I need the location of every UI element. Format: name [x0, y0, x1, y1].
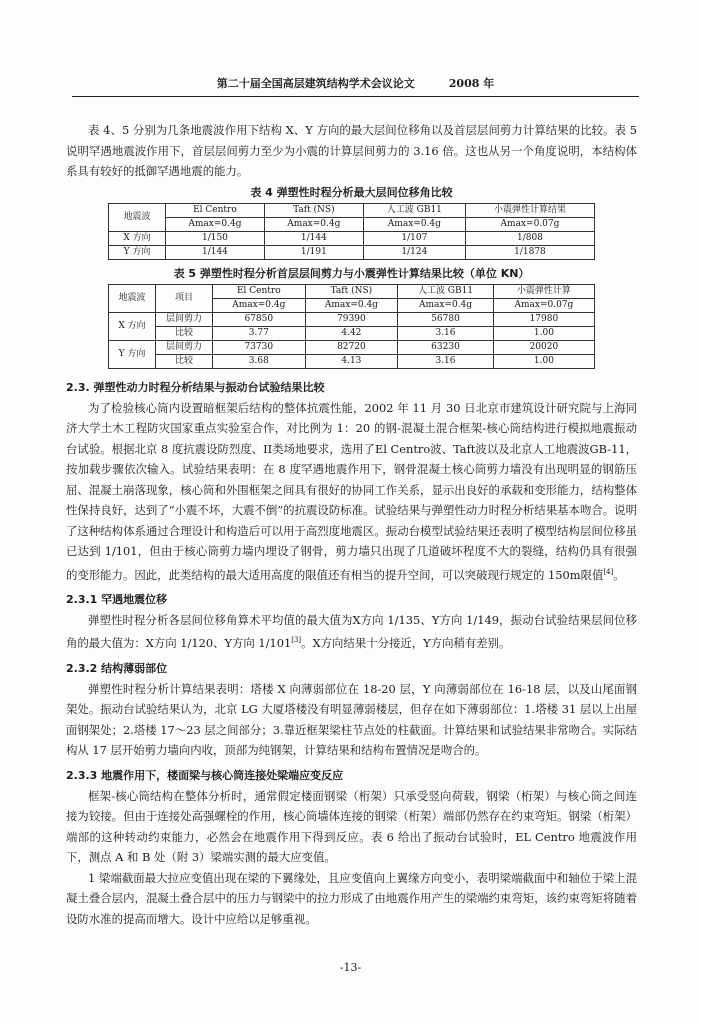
- header-year: 2008 年: [448, 77, 495, 90]
- table4-subheader: Amax=0.4g: [264, 217, 363, 231]
- section-2-3-1-text-a: 弹塑性时程分析各层间位移角算术平均值的最大值为X方向 1/135、Y方向 1/149，振动台试验结果层间位移角的最大值为：X方向 1/120、Y方向 1/101: [66, 612, 637, 651]
- table5-caption: 表 5 弹塑性时程分析首层层间剪力与小震弹性计算结果比较（单位 KN）: [173, 266, 530, 280]
- table-cell: 79390: [305, 312, 398, 326]
- table5-header: El Centro: [213, 284, 306, 298]
- table-cell: 3.77: [213, 326, 306, 340]
- section-2-3-3-paragraph-1: 框架-核心筒结构在整体分析时，通常假定楼面钢梁（桁架）只承受竖向荷载，钢梁（桁架）与核心筒之间连接为铰接。但由于连接处高强螺栓的作用，核心筒墙体连接的钢梁（桁架）端部仍然存在约束弯矩。钢梁（桁架）端部的这种转动约束能力，必然会在地震作用下得到反应。表 6 给出了振动台试验时，EL Centro 地震波作用下，测点 A 和 B 处（附 3）梁端实测的最大应变值。: [66, 788, 637, 865]
- table-cell: 3.68: [213, 354, 306, 368]
- table4-subheader: Amax=0.07g: [465, 217, 594, 231]
- table-cell: 56780: [398, 312, 494, 326]
- table-row: [109, 354, 595, 368]
- table4: [108, 203, 595, 260]
- table-cell: 3.16: [398, 326, 494, 340]
- section-heading-2-3: 2.3. 弹塑性动力时程分析结果与振动台试验结果比较: [66, 380, 325, 394]
- table-cell: 1/191: [264, 245, 363, 259]
- section-2-3-1-paragraph: [66, 610, 637, 654]
- table-cell: 1/808: [465, 231, 594, 245]
- group-label: Y 方向: [109, 340, 156, 368]
- section-2-3-paragraph: [66, 398, 637, 585]
- section-heading-2-3-2: 2.3.2 结构薄弱部位: [66, 661, 168, 675]
- table4-header: 人工波 GB11: [363, 203, 465, 217]
- table-cell: 4.42: [305, 326, 398, 340]
- table-cell: 1.00: [493, 354, 594, 368]
- table-cell: 1/144: [166, 245, 265, 259]
- table-cell: 20020: [493, 340, 594, 354]
- page-content: [66, 120, 637, 929]
- table4-corner: 地震波: [109, 203, 166, 231]
- intro-paragraph: 表 4、5 分别为几条地震波作用下结构 X、Y 方向的最大层间位移角以及首层层间剪力计算结果的比较。表 5 说明罕遇地震波作用下，首层层间剪力至少为小震的计算层间剪力的 3.16 倍。这也从另一个角度说明，本结构体系具有较好的抵御罕遇地震的能力。: [66, 123, 637, 178]
- table-cell: 4.13: [305, 354, 398, 368]
- table4-caption: 表 4 弹塑性时程分析最大层间位移角比较: [250, 185, 453, 199]
- table-row: [109, 326, 595, 340]
- table5-header: 小震弹性计算: [493, 284, 594, 298]
- row-label: X 方向: [109, 231, 166, 245]
- table-row: [109, 231, 595, 245]
- table-cell: 73730: [213, 340, 306, 354]
- table-row: [109, 245, 595, 259]
- table-cell: 3.16: [398, 354, 494, 368]
- table-cell: 1/107: [363, 231, 465, 245]
- header-title: 第二十届全国高层建筑结构学术会议论文: [216, 77, 415, 90]
- section-heading-2-3-3: 2.3.3 地震作用下，楼面梁与核心筒连接处梁端应变反应: [66, 768, 344, 782]
- section-2-3-3-paragraph-2: 1 梁端截面最大拉应变值出现在梁的下翼缘处，且应变值向上翼缘方向变小，表明梁端截面中和轴位于梁上混凝土叠合层内，混凝土叠合层中的压力与钢梁中的拉力形成了由地震作用产生的梁端约束弯矩，该约束弯矩将随着设防水准的提高而增大。设计中应给以足够重视。: [66, 870, 637, 926]
- row-item: 比较: [156, 354, 213, 368]
- table5-subheader: Amax=0.4g: [305, 298, 398, 312]
- row-item: 层间剪力: [156, 340, 213, 354]
- table-row: [109, 340, 595, 354]
- section-2-3-1-text-b: 。X方向结果十分接近，Y方向稍有差别。: [301, 636, 511, 651]
- table-cell: 1/1878: [465, 245, 594, 259]
- section-heading-2-3-1: 2.3.1 罕遇地震位移: [66, 592, 168, 606]
- group-label: X 方向: [109, 312, 156, 340]
- section-2-3-text: 为了检验核心筒内设置暗框架后结构的整体抗震性能，2002 年 11 月 30 日北京市建筑设计研究院与上海同济大学土木工程防灾国家重点实验室合作，对比例为 1：20 的钢-混凝土混合框架-核心筒结构进行模拟地震振动台试验。根据北京 8 度抗震设防烈度、II类场地要求，选用了El Centro波、Taft波以及北京人工地震波GB-11，按加载步骤依次输入。试验结果表明：在 8 度罕遇地震作用下，钢骨混凝土核心筒剪力墙没有出现明显的钢筋压屈、混凝土崩落现象，核心筒和外围框架之间具有很好的协同工作关系，显示出良好的承载和变形能力，结构整体性保持良好，达到了“小震不坏，大震不倒”的抗震设防标准。试验结果与弹塑性动力时程分析结果基本吻合。说明了这种结构体系通过合理设计和构造后可以用于高烈度地震区。振动台模型试验结果还表明了模型结构层间位移虽已达到 1/101，但由于核心筒剪力墙内埋设了钢骨，剪力墙只出现了几道破坏程度不大的裂缝，结构仍具有很强的变形能力。因此，此类结构的最大适用高度的限值还有相当的提升空间，可以突破现行规定的 150m限值: [66, 400, 637, 582]
- table5-col1-header: 地震波: [109, 284, 156, 312]
- section-2-3-tail: 。: [613, 567, 625, 582]
- page-number: -13-: [339, 961, 362, 974]
- table4-header: Taft (NS): [264, 203, 363, 217]
- running-header: [72, 74, 639, 97]
- table4-header: El Centro: [166, 203, 265, 217]
- table4-header: 小震弹性计算结果: [465, 203, 594, 217]
- table5-col2-header: 项目: [156, 284, 213, 312]
- row-item: 比较: [156, 326, 213, 340]
- section-2-3-2-paragraph: 弹塑性时程分析计算结果表明：塔楼 X 向薄弱部位在 18-20 层，Y 向薄弱部位在 16-18 层，以及山尾面钢架处。振动台试验结果认为，北京 LG 大厦塔楼没有明显薄弱楼层，但存在如下薄弱部位：1.塔楼 31 层以上出屋面钢架处；2.塔楼 17～23 层之间部分；3.靠近框架梁柱节点处的柱截面。计算结果和试验结果非常吻合。实际结构从 17 层开始剪力墙向内收，顶部为纯钢架，计算结果和结构布置情况是吻合的。: [66, 681, 637, 758]
- table-cell: 1/150: [166, 231, 265, 245]
- table-row: [109, 312, 595, 326]
- citation-ref: [3]: [291, 636, 302, 645]
- table4-subheader: Amax=0.4g: [363, 217, 465, 231]
- table-cell: 1.00: [493, 326, 594, 340]
- table-cell: 1/144: [264, 231, 363, 245]
- table4-subheader: Amax=0.4g: [166, 217, 265, 231]
- table5-subheader: Amax=0.4g: [213, 298, 306, 312]
- row-label: Y 方向: [109, 245, 166, 259]
- table-cell: 67850: [213, 312, 306, 326]
- table5-header: Taft (NS): [305, 284, 398, 298]
- table-cell: 82720: [305, 340, 398, 354]
- table5: [108, 284, 595, 369]
- table5-subheader: Amax=0.4g: [398, 298, 494, 312]
- table-cell: 17980: [493, 312, 594, 326]
- table-cell: 63230: [398, 340, 494, 354]
- table-cell: 1/124: [363, 245, 465, 259]
- table5-header: 人工波 GB11: [398, 284, 494, 298]
- table5-subheader: Amax=0.07g: [493, 298, 594, 312]
- row-item: 层间剪力: [156, 312, 213, 326]
- citation-ref: [4]: [603, 567, 614, 576]
